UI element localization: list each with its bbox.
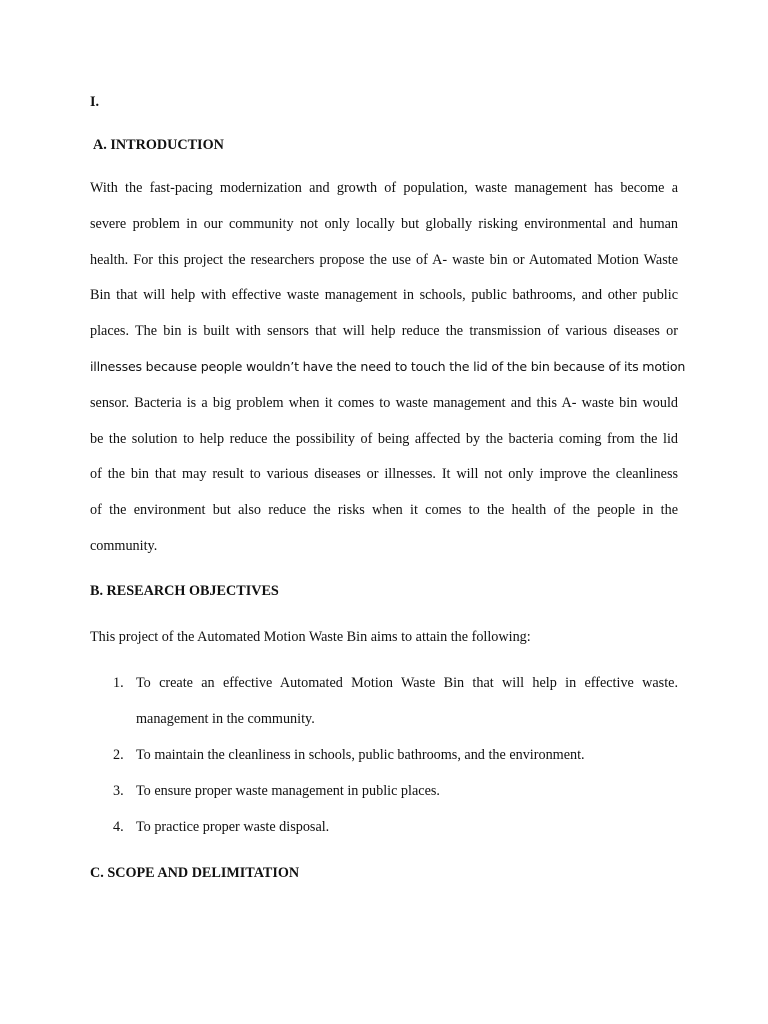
research-objectives-heading: B. RESEARCH OBJECTIVES: [90, 583, 279, 599]
intro-line: sensor. Bacteria is a big problem when it comes to waste management and this A- waste bin would: [90, 394, 678, 411]
objectives-lead-text: This project of the Automated Motion Waste Bin aims to attain the following:: [90, 629, 531, 645]
intro-line: Bin that will help with effective waste management in schools, public bathrooms, and other public: [90, 287, 678, 304]
section-number: I.: [90, 94, 100, 110]
objective-number: 3.: [113, 783, 124, 799]
intro-line: be the solution to help reduce the possibility of being affected by the bacteria coming from the lid: [90, 430, 678, 447]
intro-line: of the bin that may result to various diseases or illnesses. It will not only improve the cleanliness: [90, 466, 678, 483]
intro-line: With the fast-pacing modernization and growth of population, waste management has become a: [90, 180, 678, 196]
objective-number: 1.: [113, 675, 124, 691]
intro-line: places. The bin is built with sensors that will help reduce the transmission of various diseases or: [90, 323, 678, 340]
objective-number: 2.: [113, 747, 124, 763]
objective-item: To practice proper waste disposal.: [136, 819, 330, 835]
objective-line: management in the community.: [136, 710, 315, 727]
intro-line: community.: [90, 537, 158, 554]
intro-line: severe problem in our community not only locally but globally risking environmental and human: [90, 215, 678, 232]
intro-line: illnesses because people wouldn’t have the need to touch the lid of the bin because of its motion: [90, 358, 686, 374]
introduction-paragraph: [90, 179, 686, 555]
objective-line: To create an effective Automated Motion Waste Bin that will help in effective waste.: [136, 675, 678, 691]
objective-item: [136, 674, 678, 728]
introduction-heading: A. INTRODUCTION: [93, 137, 224, 153]
intro-line: health. For this project the researchers propose the use of A- waste bin or Automated Motion Waste: [90, 251, 678, 268]
scope-delimitation-heading: C. SCOPE AND DELIMITATION: [90, 865, 300, 881]
objective-number: 4.: [113, 819, 124, 835]
intro-line: of the environment but also reduce the risks when it comes to the health of the people in the: [90, 502, 678, 519]
objective-item: To maintain the cleanliness in schools, public bathrooms, and the environment.: [136, 747, 585, 763]
objective-item: To ensure proper waste management in public places.: [136, 783, 440, 799]
